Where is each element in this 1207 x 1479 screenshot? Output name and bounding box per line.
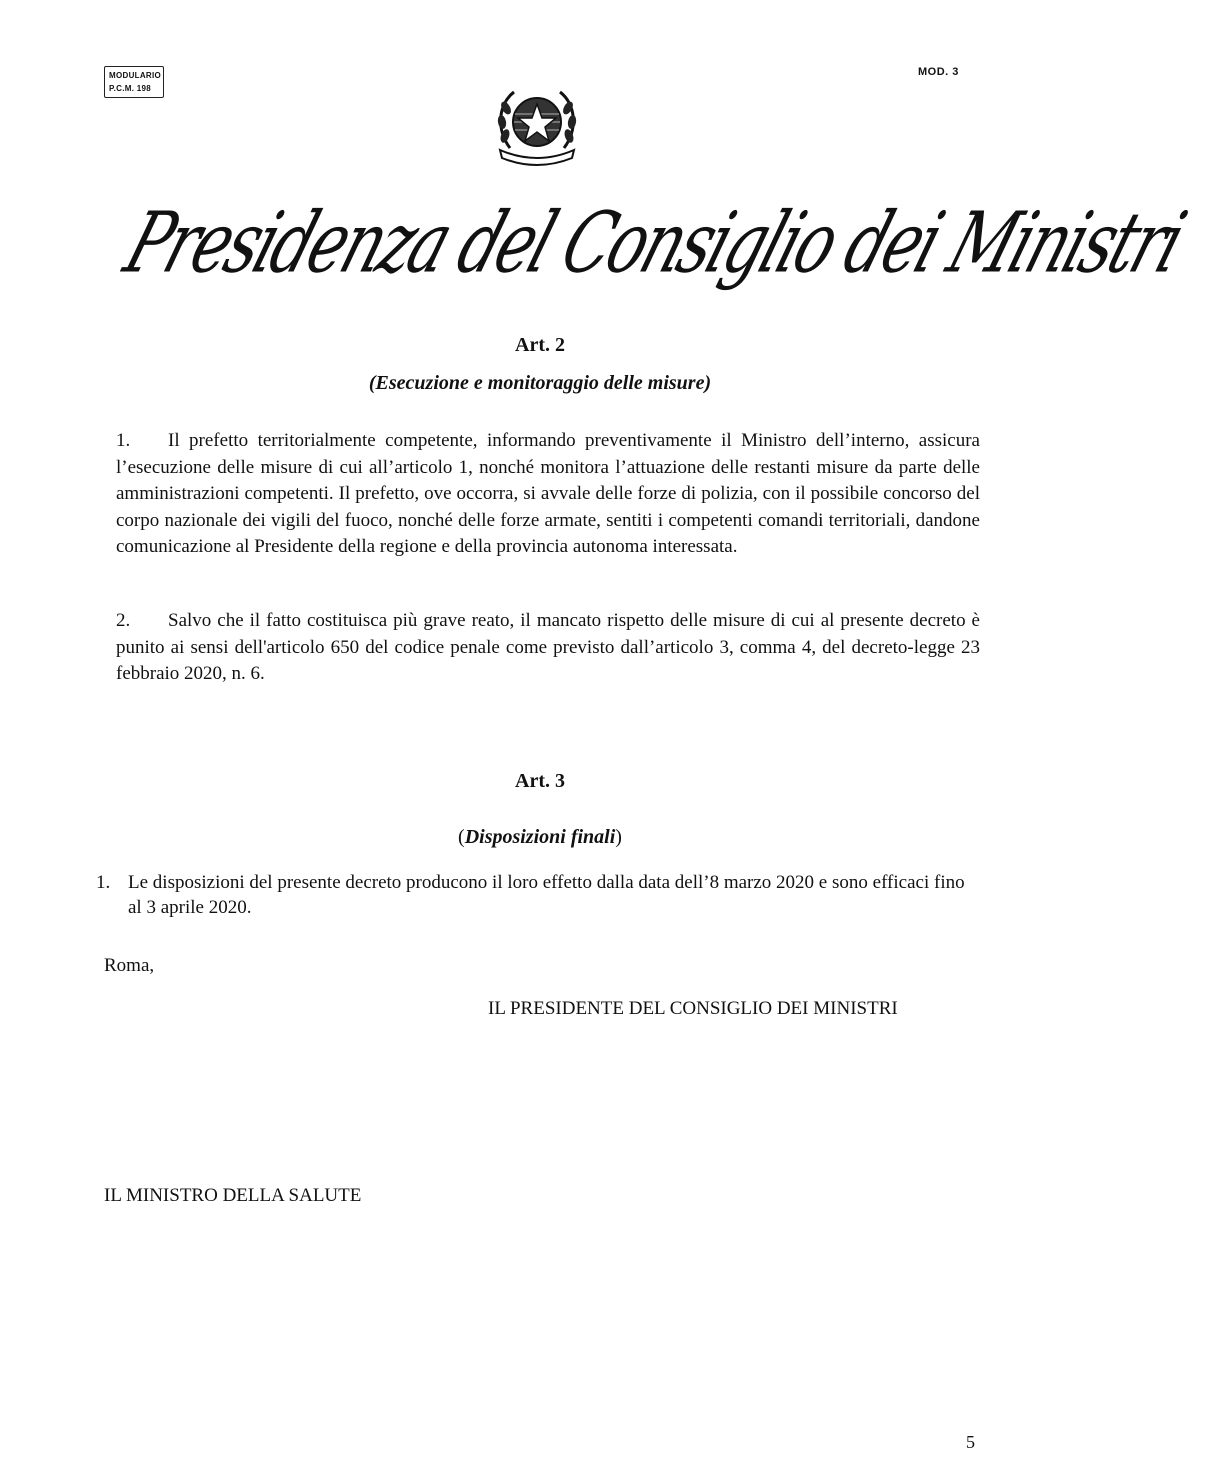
- article-2-paragraph-2: [116, 608, 980, 688]
- signatory-minister: IL MINISTRO DELLA SALUTE: [104, 1185, 362, 1206]
- form-code-line1: MODULARIO: [109, 71, 162, 80]
- item-text: Le disposizioni del presente decreto producono il loro effetto dalla data dell’8 marzo 2020 e sono efficaci fino al 3 aprile 2020.: [128, 872, 965, 918]
- place-of-signing: Roma,: [104, 955, 155, 976]
- article-2-paragraph-1: [116, 428, 980, 561]
- model-label: MOD. 3: [918, 66, 959, 78]
- page-number: 5: [966, 1432, 975, 1452]
- article-2-subtitle: [0, 372, 1080, 395]
- paren-open: (: [458, 826, 465, 848]
- institution-script-heading: Presidenza del Consiglio dei Ministri: [114, 193, 1195, 292]
- item-number: 1.: [96, 872, 111, 893]
- form-code-box: [104, 66, 164, 98]
- paragraph-text: Salvo che il fatto costituisca più grave reato, il mancato rispetto delle misure di cui al presente decreto è punito ai sensi dell'articolo 650 del codice penale come previsto dall’articolo 3, comma 4, del decreto-legge 23 febbraio 2020, n. 6.: [116, 610, 980, 684]
- paragraph-number: 2.: [116, 610, 131, 631]
- article-2-title: Art. 2: [515, 334, 565, 356]
- signatory-president: IL PRESIDENTE DEL CONSIGLIO DEI MINISTRI: [488, 998, 898, 1019]
- article-2-subtitle-text: (Esecuzione e monitoraggio delle misure): [368, 372, 712, 394]
- article-3-title: Art. 3: [515, 770, 565, 792]
- paragraph-number: 1.: [116, 430, 131, 451]
- article-3-subtitle-text: Disposizioni finali: [464, 826, 616, 848]
- article-3-item-1: [96, 870, 976, 920]
- article-3-subtitle: [0, 826, 1080, 849]
- form-code-line2: P.C.M. 198: [109, 84, 151, 93]
- paren-close: ): [615, 826, 622, 848]
- paragraph-text: Il prefetto territorialmente competente, informando preventivamente il Ministro dell’interno, assicura l’esecuzione delle misure di cui all’articolo 1, nonché monitora l’attuazione delle restanti misure da parte delle amministrazioni competenti. Il prefetto, ove occorra, si avvale delle forze di polizia, con il possibile concorso del corpo nazionale dei vigili del fuoco, nonché delle forze armate, sentiti i competenti comandi territoriali, dandone comunicazione al Presidente della regione e della provincia autonoma interessata.: [116, 430, 980, 557]
